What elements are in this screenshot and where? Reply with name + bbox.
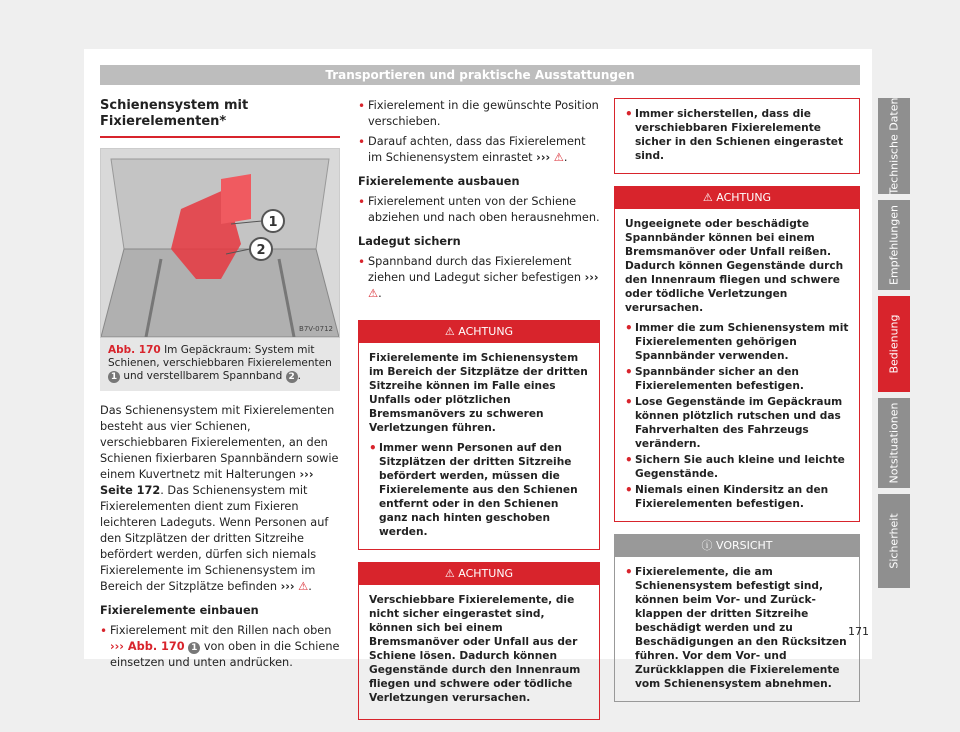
list-item: • Sichern Sie auch kleine und leichte Gegenstände. — [625, 453, 849, 481]
warning-icon: ⚠ — [553, 151, 564, 164]
tab-notsituationen[interactable]: Notsituationen — [878, 398, 910, 488]
figure-link[interactable]: ››› Abb. 170 — [110, 640, 185, 653]
warning-icon: ⚠ — [444, 325, 459, 338]
warning-box-1: ⚠ ACHTUNG Fixierelemente im Schienensystem im Bereich der Sitzplätze der dritten Sitzreihe können im Falle eines Unfalls oder plötzlichen Bremsmanövers zu schweren Verletzungen führen. • Immer wenn Personen auf den Sitzplätzen der dritten Sitzreihe befördert werden, müssen die Fixierelemente aus den Schienen entfernt oder in den Schienen ganz nach hinten geschoben werden. — [358, 320, 600, 550]
list-item: • Immer sicherstellen, dass die verschiebbaren Fixierelemente sicher in den Schienen eingerastet sind. — [625, 107, 849, 163]
heading-ausbauen: Fixierelemente ausbauen — [358, 175, 520, 188]
list-item: • Immer wenn Personen auf den Sitzplätzen der dritten Sitzreihe befördert werden, müssen die Fixierelemente aus den Schienen entfernt oder in den Schienen ganz nach hinten geschoben werden. — [369, 441, 589, 539]
section-title: Schienensystem mit Fixierelementen* — [100, 98, 340, 138]
warning-box-2: ⚠ ACHTUNG Verschiebbare Fixierelemente, die nicht sicher eingerastet sind, können sich bei einem Bremsmanöver oder Unfall aus der Schiene lösen. Dadurch können Gegenstände durch den Innenraum fliegen und schwere oder tödliche Verletzungen verursachen. — [358, 562, 600, 720]
tab-technische-daten[interactable]: Technische Daten — [878, 98, 910, 194]
figure-caption: Abb. 170 Im Gepäckraum: System mit Schienen, verschiebbaren Fixierelementen 1 und verstellbarem Spannband 2 . — [100, 338, 340, 391]
column-1 — [100, 98, 340, 675]
heading-einbauen: Fixierelemente einbauen — [100, 604, 259, 617]
page-number: 171 — [848, 625, 869, 638]
info-icon: ⓘ — [701, 539, 716, 552]
column-2 — [358, 98, 600, 732]
caution-box: ⓘ VORSICHT • Fixierelemente, die am Schienensystem befestigt sind, können beim Vor- und Zurückklappen der dritten Sitzreihe beschädigt werden und zu Beschädigungen an den Rücksitzen führen. Vor dem Vor- und Zurückklappen die Fixierelemente vom Schienensystem abnehmen. — [614, 534, 860, 702]
list-item: • Fixierelement in die gewünschte Position verschieben. — [358, 98, 600, 130]
tab-sicherheit[interactable]: Sicherheit — [878, 494, 910, 588]
intro-paragraph: Das Schienensystem mit Fixierelementen besteht aus vier Schienen, verschiebbaren Fixierelementen, an den Schienen fixierbaren Spannbändern sowie einem Kuvertnetz mit Halterungen ››› Seite 172. Das Schienensystem mit Fixierelementen dient zum Fixieren leichteren Ladeguts. Wenn Personen auf den Sitzplätzen der dritten Sitzreihe befördert werden, dürfen sich niemals Fixierelemente im Schienensystem im Bereich der Sitzplätze befinden ››› ⚠. — [100, 404, 339, 593]
list-item: • Immer die zum Schienensystem mit Fixierelementen gehörigen Spannbänder verwenden. — [625, 321, 849, 363]
heading-ladegut: Ladegut sichern — [358, 235, 461, 248]
warning-icon: ⚠ — [368, 287, 379, 300]
column-3 — [614, 98, 860, 714]
list-item: • Spannband durch das Fixierelement ziehen und Ladegut sicher befestigen ››› ⚠. — [358, 254, 600, 302]
figure-luggage-rail — [100, 148, 340, 338]
list-item: • Fixierelement unten von der Schiene abziehen und nach oben herausnehmen. — [358, 194, 600, 226]
warning-box-continued — [614, 98, 860, 174]
callout-1-number: 1 — [268, 215, 278, 230]
warning-icon: ⚠ — [444, 567, 459, 580]
list-item: • Spannbänder sicher an den Fixierelementen befestigen. — [625, 365, 849, 393]
warning-box-3: ⚠ ACHTUNG Ungeeignete oder beschädigte Spannbänder können bei einem Bremsmanöver oder Unfall reißen. Dadurch können Gegenstände durch den Innenraum fliegen und schwere oder tödliche Verletzungen verursachen. • Immer die zum Schienensystem mit Fixierelementen gehörigen Spannbänder verwenden. • Spannbänder sicher an den Fixierelementen befestigen. • Lose Gegenstände im Gepäckraum können plötzlich rutschen und das Fahrverhalten des Fahrzeugs verändern. • Sichern Sie auch kleine und leichte Gegenstände. • Niemals einen Kindersitz an den Fixierelementen befestigen. — [614, 186, 860, 522]
list-item: • Darauf achten, dass das Fixierelement im Schienensystem einrastet ››› ⚠. — [358, 134, 600, 166]
list-item: • Fixierelement mit den Rillen nach oben ››› Abb. 170 1 von oben in die Schiene einsetzen und unten andrücken. — [100, 623, 340, 671]
side-navigation — [878, 98, 910, 594]
page-link[interactable]: ››› Seite 172 — [100, 468, 314, 497]
list-item: • Lose Gegenstände im Gepäckraum können plötzlich rutschen und das Fahrverhalten des Fahrzeugs verändern. — [625, 395, 849, 451]
tab-bedienung[interactable]: Bedienung — [878, 296, 910, 392]
tab-empfehlungen[interactable]: Empfehlungen — [878, 200, 910, 290]
chapter-header: Transportieren und praktische Ausstattungen — [100, 65, 860, 85]
luggage-compartment-illustration — [101, 149, 339, 337]
warning-icon: ⚠ — [702, 191, 717, 204]
list-item: • Fixierelemente, die am Schienensystem befestigt sind, können beim Vor- und Zurückklappen der dritten Sitzreihe beschädigt werden und zu Beschädigungen an den Rücksitzen führen. Vor dem Vor- und Zurückklappen die Fixierelemente vom Schienensystem abnehmen. — [625, 565, 849, 691]
callout-2-number: 2 — [256, 243, 266, 258]
list-item: • Niemals einen Kindersitz an den Fixierelementen befestigen. — [625, 483, 849, 511]
warning-icon: ⚠ — [298, 580, 309, 593]
figure-code: B7V-0712 — [299, 325, 333, 333]
